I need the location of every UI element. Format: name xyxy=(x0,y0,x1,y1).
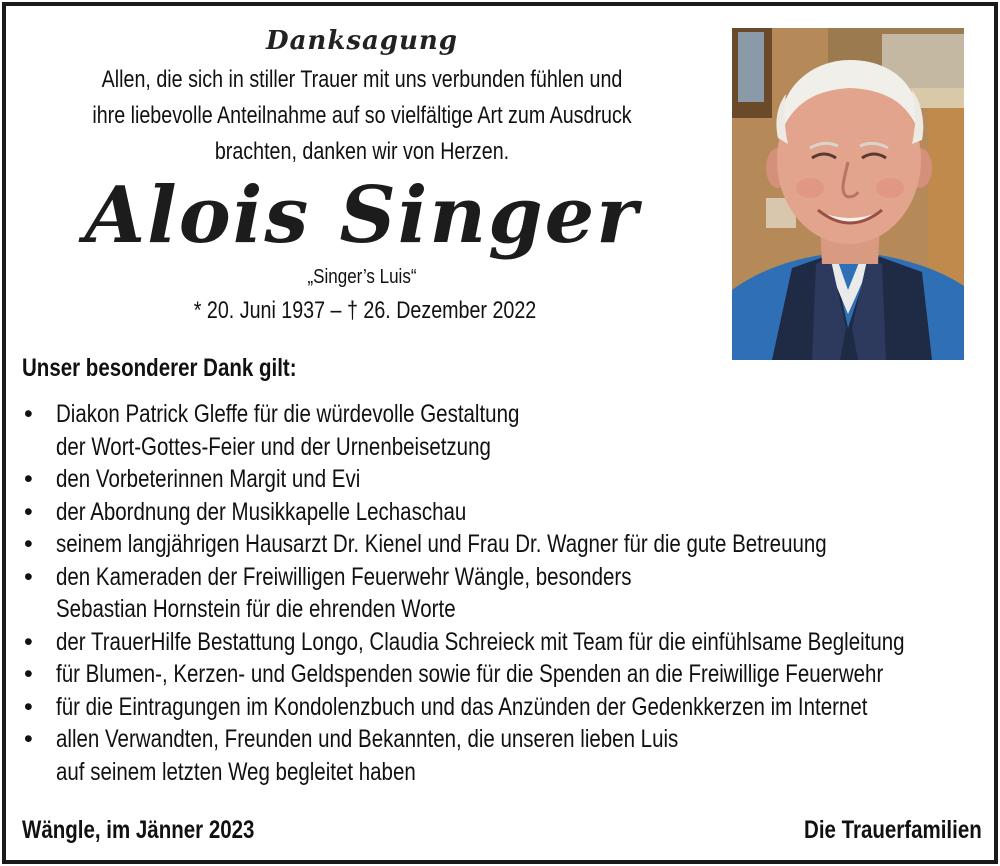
list-item xyxy=(22,723,1000,756)
list-item-text: seinem langjährigen Hausarzt Dr. Kienel und Frau Dr. Wagner für die gute Betreuung xyxy=(56,530,827,558)
thanks-title: Unser besonderer Dank gilt: xyxy=(22,354,297,382)
bullet-icon: • xyxy=(24,400,33,428)
list-item xyxy=(22,626,1000,659)
list-item xyxy=(22,463,1000,496)
heading-danksagung: Danksagung xyxy=(266,26,458,56)
list-item-text: Diakon Patrick Gleffe für die würdevolle Gestaltung xyxy=(56,400,520,428)
list-item-text: der Abordnung der Musikkapelle Lechaschau xyxy=(56,497,467,526)
intro-line: Allen, die sich in stiller Trauer mit uns verbunden fühlen und xyxy=(101,66,623,93)
list-item xyxy=(22,528,1000,561)
list-item xyxy=(22,691,1000,724)
list-item xyxy=(22,561,1000,594)
thanks-list xyxy=(22,398,1000,788)
deceased-nickname: „Singer’s Luis“ xyxy=(307,266,417,288)
intro-line: ihre liebevolle Anteilnahme auf so vielfältige Art zum Ausdruck xyxy=(92,102,632,129)
bullet-icon: • xyxy=(24,530,33,558)
list-item-text: der TrauerHilfe Bestattung Longo, Claudia Schreieck mit Team für die einfühlsame Begleitung xyxy=(56,627,905,656)
intro-text xyxy=(0,62,724,170)
bullet-icon: • xyxy=(24,627,33,656)
list-item xyxy=(22,756,1000,789)
list-item xyxy=(22,658,1000,691)
list-item-text: den Vorbeterinnen Margit und Evi xyxy=(56,465,361,493)
deceased-name: Alois Singer xyxy=(84,170,640,261)
place-and-date: Wängle, im Jänner 2023 xyxy=(22,816,255,844)
life-dates: * 20. Juni 1937 – † 26. Dezember 2022 xyxy=(193,297,537,324)
bullet-icon: • xyxy=(24,562,33,591)
bullet-icon: • xyxy=(24,465,33,493)
intro-line: brachten, danken wir von Herzen. xyxy=(214,138,510,165)
list-item xyxy=(22,593,1000,626)
list-item xyxy=(22,398,1000,431)
bullet-icon: • xyxy=(24,725,33,753)
list-item-text: den Kameraden der Freiwilligen Feuerwehr Wängle, besonders xyxy=(56,562,632,591)
bullet-icon: • xyxy=(24,660,33,688)
list-item-text: auf seinem letzten Weg begleitet haben xyxy=(56,757,416,786)
portrait-photo xyxy=(732,28,964,360)
list-item-text: für Blumen-, Kerzen- und Geldspenden sowie für die Spenden an die Freiwillige Feuerwehr xyxy=(56,660,884,688)
list-item-text: Sebastian Hornstein für die ehrenden Worte xyxy=(56,595,456,623)
list-item xyxy=(22,431,1000,464)
list-item-text: allen Verwandten, Freunden und Bekannten, die unseren lieben Luis xyxy=(56,725,679,753)
bullet-icon: • xyxy=(24,692,33,721)
signature: Die Trauerfamilien xyxy=(804,816,982,844)
list-item xyxy=(22,496,1000,529)
list-item-text: der Wort-Gottes-Feier und der Urnenbeisetzung xyxy=(56,432,491,461)
list-item-text: für die Eintragungen im Kondolenzbuch und das Anzünden der Gedenkkerzen im Internet xyxy=(56,692,868,721)
bullet-icon: • xyxy=(24,497,33,526)
